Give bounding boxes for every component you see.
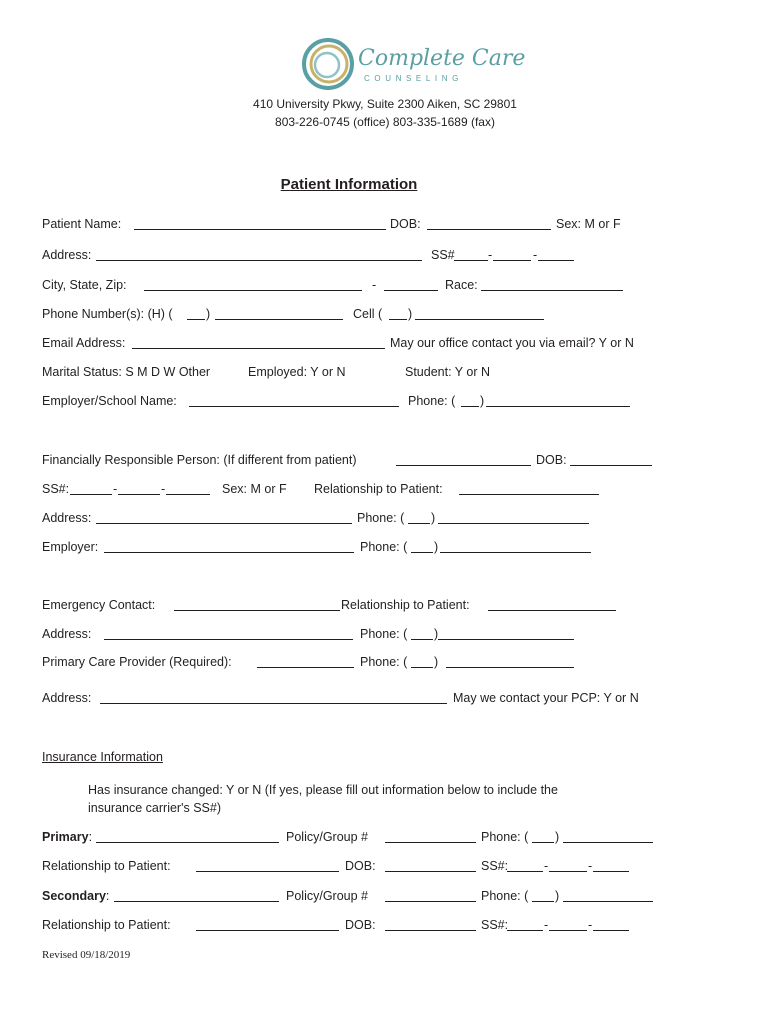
paren-close: ) [434,627,439,641]
secondary-ss-dash: - [544,918,549,932]
financial-ss-label: SS#: [42,482,70,496]
primary-label [42,830,92,844]
primary-relationship-field[interactable] [196,871,339,872]
primary-ss-dash: - [544,859,549,873]
patient-ss-label: SS# [431,248,455,262]
secondary-dob-label: DOB: [345,918,376,932]
financial-sex-label: Sex: M or F [222,482,287,496]
patient-cell-phone-field[interactable] [415,319,544,320]
patient-dob-label: DOB: [390,217,421,231]
primary-ss-label: SS#: [481,859,509,873]
financial-phone-label: Phone: ( [357,511,405,525]
email-contact-question: May our office contact you via email? Y or N [390,336,634,350]
logo-tagline: COUNSELING [364,74,463,83]
financial-relationship-field[interactable] [459,494,599,495]
financial-employer-area-code[interactable] [411,552,433,553]
secondary-ss-label: SS#: [481,918,509,932]
patient-name-label: Patient Name: [42,217,122,231]
patient-race-field[interactable] [481,290,623,291]
pcp-address-label: Address: [42,691,92,705]
paren-close: ) [434,540,439,554]
primary-phone-field[interactable] [563,842,653,843]
patient-address-label: Address: [42,248,92,262]
financial-address-label: Address: [42,511,92,525]
insurance-changed-note: insurance carrier's SS#) [88,801,221,815]
insurance-changed-question: Has insurance changed: Y or N (If yes, please fill out information below to include the [88,783,558,797]
employer-school-label: Employer/School Name: [42,394,177,408]
patient-city-label: City, State, Zip: [42,278,127,292]
emergency-relationship-field[interactable] [488,610,616,611]
emergency-address-label: Address: [42,627,92,641]
financial-area-code[interactable] [408,523,430,524]
financial-phone-field[interactable] [438,523,589,524]
financial-ss-dash: - [161,482,166,496]
emergency-contact-label: Emergency Contact: [42,598,156,612]
patient-city-field[interactable] [144,290,362,291]
primary-label-text: Primary [42,830,89,844]
patient-home-area-code[interactable] [187,319,205,320]
primary-ss-part2[interactable] [549,871,587,872]
primary-phone-label: Phone: ( [481,830,529,844]
financial-relationship-label: Relationship to Patient: [314,482,443,496]
logo-brand-name: Complete Care [358,46,526,71]
office-phones: 803-226-0745 (office) 803-335-1689 (fax) [275,115,495,129]
patient-sex-label: Sex: M or F [556,217,621,231]
secondary-insurance-field[interactable] [114,901,279,902]
paren-close: ) [555,889,560,903]
pcp-contact-question: May we contact your PCP: Y or N [453,691,639,705]
financial-ss-part2[interactable] [118,494,160,495]
patient-home-phone-field[interactable] [215,319,343,320]
company-logo [300,32,530,96]
patient-name-field[interactable] [134,229,386,230]
financial-person-label: Financially Responsible Person: (If different from patient) [42,453,357,467]
paren-close: ) [555,830,560,844]
financial-ss-part1[interactable] [70,494,112,495]
patient-cell-label: Cell ( [353,307,383,321]
marital-status-label: Marital Status: S M D W Other [42,365,211,379]
primary-area-code[interactable] [532,842,554,843]
financial-dob-field[interactable] [570,465,652,466]
paren-close: ) [408,307,413,321]
primary-policy-label: Policy/Group # [286,830,368,844]
colon: : [105,889,110,903]
primary-relationship-label: Relationship to Patient: [42,859,171,873]
primary-ss-part1[interactable] [507,871,543,872]
pcp-phone-field[interactable] [446,667,574,668]
secondary-label-text: Secondary [42,889,106,903]
patient-race-label: Race: [445,278,478,292]
paren-close: ) [434,655,439,669]
pcp-address-field[interactable] [100,703,447,704]
financial-employer-label: Employer: [42,540,99,554]
patient-ss-part3[interactable] [538,260,574,261]
patient-email-field[interactable] [132,348,385,349]
secondary-ss-part2[interactable] [549,930,587,931]
patient-ss-dash: - [488,248,493,262]
secondary-area-code[interactable] [532,901,554,902]
financial-employer-phone-field[interactable] [440,552,591,553]
emergency-phone-label: Phone: ( [360,627,408,641]
employer-school-field[interactable] [189,406,399,407]
financial-person-field[interactable] [396,465,531,466]
pcp-phone-label: Phone: ( [360,655,408,669]
patient-address-field[interactable] [96,260,422,261]
financial-ss-part3[interactable] [166,494,210,495]
financial-address-field[interactable] [96,523,352,524]
employer-phone-label: Phone: ( [408,394,456,408]
patient-phone-label: Phone Number(s): (H) ( [42,307,173,321]
primary-policy-field[interactable] [385,842,476,843]
emergency-phone-field[interactable] [438,639,574,640]
patient-ss-dash: - [533,248,538,262]
emergency-address-field[interactable] [104,639,353,640]
primary-insurance-field[interactable] [96,842,279,843]
secondary-ss-dash: - [588,918,593,932]
student-label: Student: Y or N [405,365,491,379]
secondary-policy-field[interactable] [385,901,476,902]
secondary-policy-label: Policy/Group # [286,889,368,903]
secondary-phone-label: Phone: ( [481,889,529,903]
paren-close: ) [480,394,485,408]
financial-dob-label: DOB: [536,453,567,467]
primary-dob-label: DOB: [345,859,376,873]
revision-date: Revised 09/18/2019 [42,949,131,961]
secondary-phone-field[interactable] [563,901,653,902]
pcp-area-code[interactable] [411,667,433,668]
primary-dob-field[interactable] [385,871,476,872]
office-address: 410 University Pkwy, Suite 2300 Aiken, SC 29801 [253,97,517,111]
secondary-ss-part3[interactable] [593,930,629,931]
employer-area-code[interactable] [461,406,479,407]
paren-close: ) [431,511,436,525]
patient-zip-extension-field[interactable] [384,290,438,291]
page-title: Patient Information [280,176,418,193]
emergency-area-code[interactable] [411,639,433,640]
patient-ss-part1[interactable] [454,260,488,261]
emergency-contact-field[interactable] [174,610,340,611]
emergency-relationship-label: Relationship to Patient: [341,598,470,612]
secondary-relationship-field[interactable] [196,930,339,931]
secondary-dob-field[interactable] [385,930,476,931]
patient-email-label: Email Address: [42,336,126,350]
paren-close: ) [206,307,211,321]
employer-phone-field[interactable] [486,406,630,407]
patient-ss-part2[interactable] [493,260,531,261]
logo-rings-icon [300,32,360,96]
financial-employer-phone-label: Phone: ( [360,540,408,554]
insurance-heading: Insurance Information [42,750,163,764]
patient-city-dash: - [372,278,377,292]
financial-ss-dash: - [113,482,118,496]
secondary-relationship-label: Relationship to Patient: [42,918,171,932]
employed-label: Employed: Y or N [248,365,346,379]
primary-ss-part3[interactable] [593,871,629,872]
pcp-field[interactable] [257,667,354,668]
primary-ss-dash: - [588,859,593,873]
secondary-ss-part1[interactable] [507,930,543,931]
colon: : [88,830,93,844]
secondary-label [42,889,109,903]
patient-dob-field[interactable] [427,229,551,230]
patient-cell-area-code[interactable] [389,319,407,320]
financial-employer-field[interactable] [104,552,354,553]
pcp-label: Primary Care Provider (Required): [42,655,232,669]
